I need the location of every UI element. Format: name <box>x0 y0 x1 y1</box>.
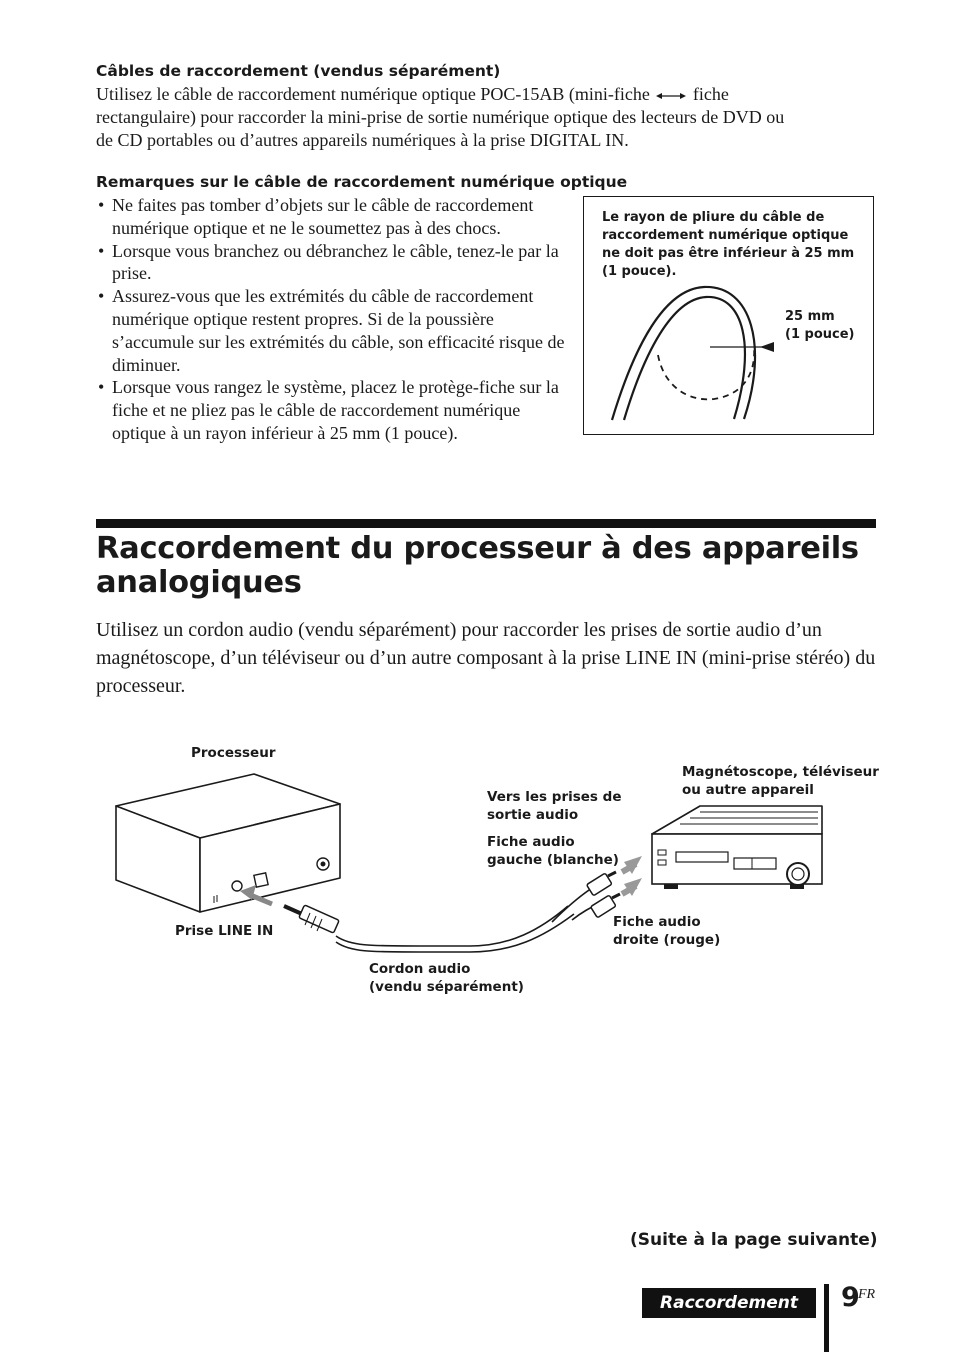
page-divider-bar <box>824 1284 829 1352</box>
audio-out-line-1: Vers les prises de <box>487 789 622 805</box>
remark-item: • Lorsque vous branchez ou débranchez le câble, tenez-le par la prise. <box>96 240 572 286</box>
bend-radius-inch: (1 pouce) <box>785 327 855 342</box>
cord-label <box>369 960 524 996</box>
section-rule <box>96 519 876 528</box>
device-illustration <box>652 806 822 889</box>
double-arrow-icon <box>656 90 686 102</box>
remarks-heading: Remarques sur le câble de raccordement numérique optique <box>96 173 628 191</box>
cables-line-3: de CD portables ou d’autres appareils numériques à la prise DIGITAL IN. <box>96 129 629 150</box>
left-plug-label <box>487 833 619 869</box>
device-label <box>682 763 879 799</box>
cables-line-1 <box>96 83 886 106</box>
line-in-label: Prise LINE IN <box>175 923 274 939</box>
remarks-list <box>96 194 572 445</box>
cables-line-1-end: fiche <box>692 84 729 104</box>
section-intro: Utilisez un cordon audio (vendu séparément) pour raccorder les prises de sortie audio d’un magnétoscope, d’un téléviseur ou d’un autre composant à la prise LINE IN (mini-prise stéréo) du processeur. <box>96 619 876 697</box>
remark-item: • Assurez-vous que les extrémités du câble de raccordement numérique optique restent propres. Si de la poussière s’accumule sur les extrémités du câble, son efficacité risque de diminuer. <box>96 285 572 376</box>
page-number: 9 <box>841 1282 860 1313</box>
remark-item: • Ne faites pas tomber d’objets sur le câble de raccordement numérique optique et ne le soumettez pas à des chocs. <box>96 194 572 240</box>
right-plug-label <box>613 913 720 949</box>
cord-line-1: Cordon audio <box>369 961 471 977</box>
left-plug-line-1: Fiche audio <box>487 834 575 850</box>
bend-radius-label <box>785 308 854 344</box>
bend-caption: Le rayon de pliure du câble de raccordement numérique optique ne doit pas être inférieur à 25 mm (1 pouce). <box>602 210 855 279</box>
plug-arrows-icon <box>622 856 642 896</box>
device-line-2: ou autre appareil <box>682 782 814 798</box>
cables-line-2: rectangulaire) pour raccorder la mini-prise de sortie numérique optique des lecteurs de DVD ou <box>96 106 785 127</box>
audio-out-label <box>487 788 621 824</box>
cables-heading: Câbles de raccordement (vendus séparément) <box>96 62 501 80</box>
bend-radius-figure <box>583 196 874 435</box>
cables-line-1-start: Utilisez le câble de raccordement numérique optique POC-15AB (mini-fiche <box>96 84 650 104</box>
right-plug-line-2: droite (rouge) <box>613 932 721 948</box>
audio-out-line-2: sortie audio <box>487 807 579 823</box>
cord-line-2: (vendu séparément) <box>369 979 524 995</box>
section-tab: Raccordement <box>642 1288 816 1318</box>
remark-item: • Lorsque vous rangez le système, placez le protège-fiche sur la fiche et ne pliez pas le câble de raccordement numérique optique à un rayon inférieur à 25 mm (1 pouce). <box>96 376 572 444</box>
bend-radius-mm: 25 mm <box>785 309 835 324</box>
right-plug-line-1: Fiche audio <box>613 914 701 930</box>
processor-label: Processeur <box>191 745 276 761</box>
audio-cord-illustration <box>284 872 620 952</box>
page-language-suffix: FR <box>858 1287 876 1302</box>
processor-illustration <box>116 774 340 912</box>
cables-paragraph <box>96 83 886 151</box>
device-line-1: Magnétoscope, téléviseur <box>682 764 879 780</box>
left-plug-line-2: gauche (blanche) <box>487 852 619 868</box>
section-title: Raccordement du processeur à des appareils analogiques <box>96 531 859 600</box>
continued-note: (Suite à la page suivante) <box>630 1230 878 1250</box>
